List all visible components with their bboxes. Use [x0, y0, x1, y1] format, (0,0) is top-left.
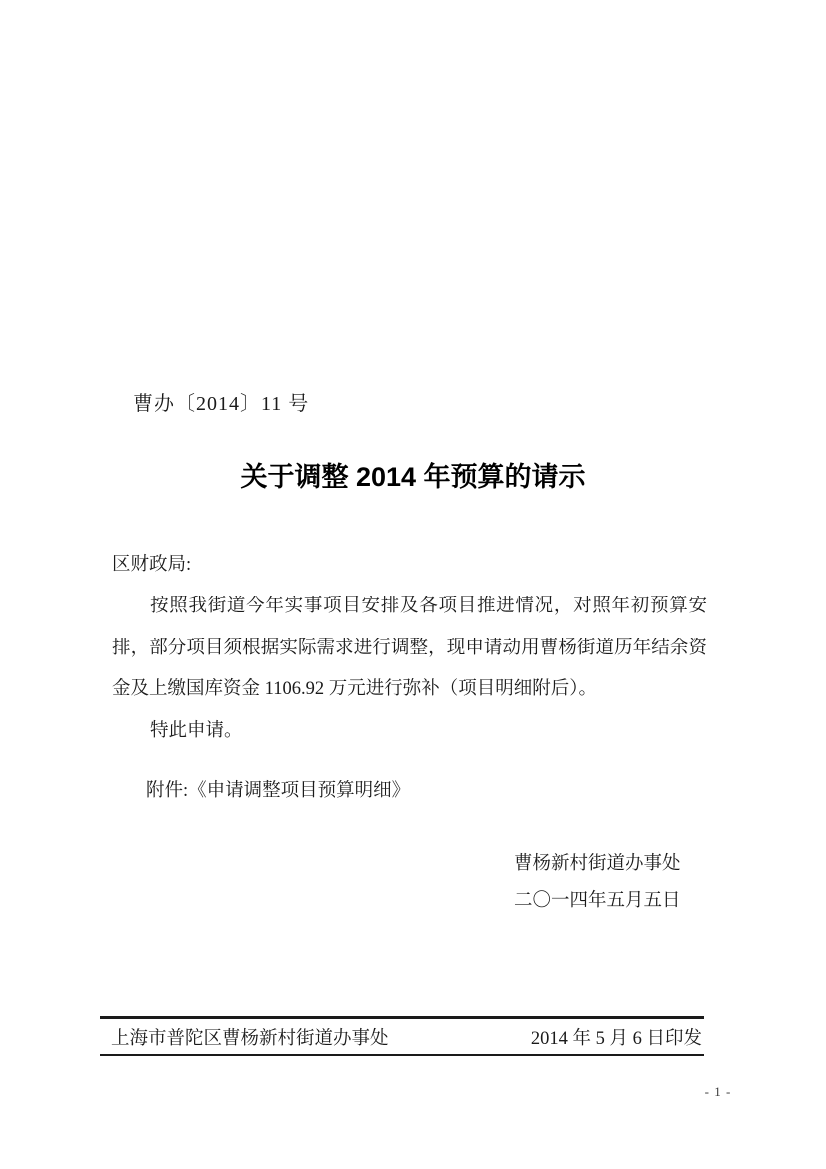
document-reference-number: 曹办〔2014〕11 号	[133, 393, 310, 415]
body-line: 按照我街道今年实事项目安排及各项目推进情况，对照年初预算安	[150, 596, 707, 616]
body-line: 排，部分项目须根据实际需求进行调整，现申请动用曹杨街道历年结余资	[112, 638, 707, 658]
footer-print-date: 2014 年 5 月 6 日印发	[530, 1029, 702, 1049]
footer-issuer: 上海市普陀区曹杨新村街道办事处	[111, 1029, 389, 1049]
closing-line: 特此申请。	[150, 721, 243, 741]
signature-date: 二〇一四年五月五日	[514, 891, 681, 911]
page-number: - 1 -	[704, 1084, 732, 1099]
signature-organization: 曹杨新村街道办事处	[514, 854, 681, 874]
footer-top-rule	[100, 1016, 704, 1019]
body-line: 金及上缴国库资金 1106.92 万元进行弥补（项目明细附后）。	[112, 679, 597, 699]
salutation: 区财政局:	[112, 555, 192, 575]
footer-bottom-rule	[100, 1054, 704, 1056]
attachment-reference: 附件:《申请调整项目预算明细》	[146, 781, 411, 801]
document-title: 关于调整 2014 年预算的请示	[240, 462, 586, 492]
